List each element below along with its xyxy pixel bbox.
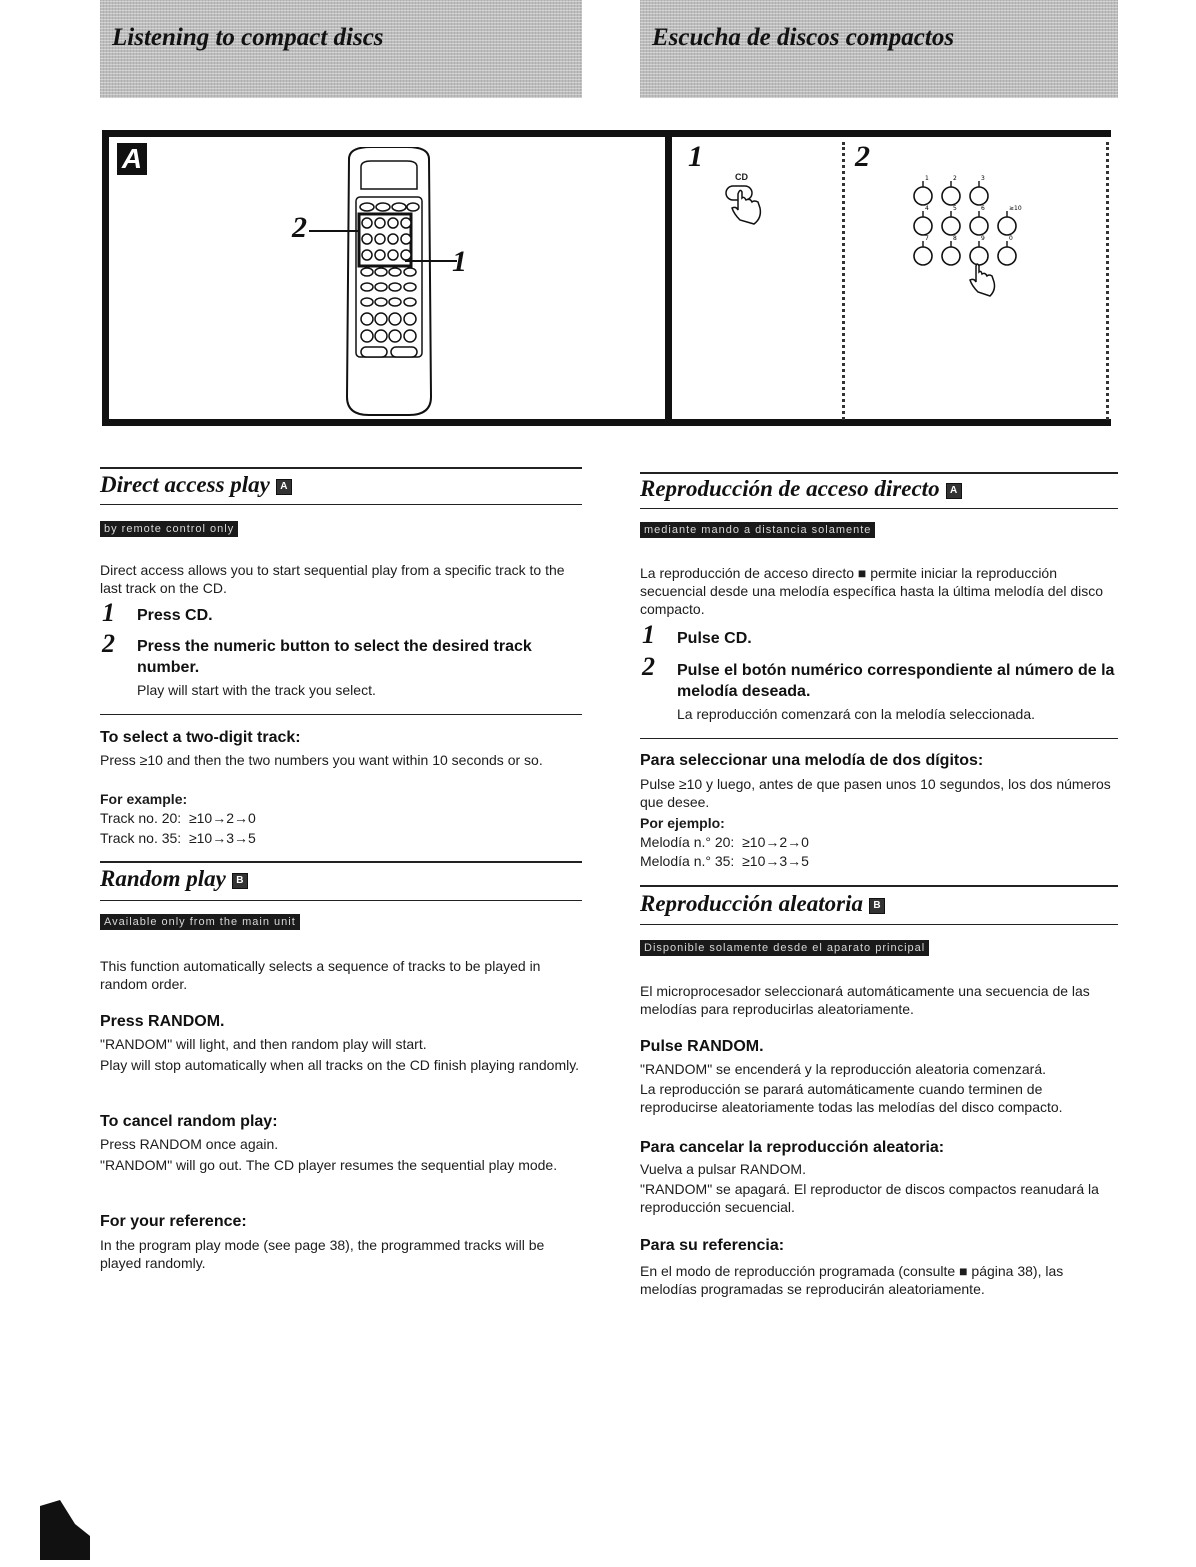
remote-only-badge: by remote control only xyxy=(100,521,238,537)
numeric-button xyxy=(914,187,932,205)
rule xyxy=(100,467,582,469)
cd-button-label: CD xyxy=(735,172,748,182)
section-title-text: Reproducción de acceso directo xyxy=(640,476,940,501)
press-random-heading: Press RANDOM. xyxy=(100,1013,225,1030)
reference-heading: Para su referencia: xyxy=(640,1237,785,1254)
step-number: 2 xyxy=(642,652,655,681)
numeric-button xyxy=(970,217,988,235)
numeric-button-label: 9 xyxy=(981,235,985,242)
step-2-text: Pulse el botón numérico correspondiente al número de la melodía deseada. xyxy=(677,662,1115,700)
cancel-random-text: Press RANDOM once again. xyxy=(100,1136,279,1152)
numeric-button-label: 3 xyxy=(981,175,985,182)
rule xyxy=(640,508,1118,509)
reference-text: En el modo de reproducción programada (consulte ■ página 38), las melodías programadas se reproducirán aleatoriamente. xyxy=(640,1263,1064,1297)
cancel-random-text: "RANDOM" will go out. The CD player resumes the sequential play mode. xyxy=(100,1157,558,1173)
two-digit-text: Press ≥10 and then the two numbers you want within 10 seconds or so. xyxy=(100,752,543,768)
section-title-acceso-directo xyxy=(640,476,962,502)
dotted-divider xyxy=(842,142,845,420)
figure-remote-panel xyxy=(102,130,672,426)
rule xyxy=(100,504,582,505)
acceso-directo-intro: La reproducción de acceso directo ■ permite iniciar la reproducción secuencial desde una melodía específica hasta la última melodía del disco compacto. xyxy=(640,565,1104,617)
two-digit-heading: To select a two-digit track: xyxy=(100,729,301,746)
page-title-spanish: Escucha de discos compactos xyxy=(652,24,955,51)
main-unit-only-badge: Disponible solamente desde el aparato principal xyxy=(640,940,929,956)
numeric-button-label: ≥10 xyxy=(1009,205,1022,212)
numeric-button xyxy=(942,247,960,265)
section-title-aleatoria xyxy=(640,891,885,917)
rule xyxy=(640,738,1118,739)
example-line: Track no. 20: ≥10→2→0 xyxy=(100,810,256,826)
step-2-text: Press the numeric button to select the desired track number. xyxy=(137,638,532,676)
numeric-button-label: 2 xyxy=(953,175,957,182)
numeric-button-label: 7 xyxy=(925,235,929,242)
rule xyxy=(640,472,1118,474)
numeric-button xyxy=(998,217,1016,235)
step-1-text: Press CD. xyxy=(137,607,213,624)
step-number: 1 xyxy=(642,620,655,649)
numeric-button-label: 6 xyxy=(981,205,985,212)
numeric-button-label: 1 xyxy=(925,175,929,182)
example-line: Melodía n.° 20: ≥10→2→0 xyxy=(640,834,809,850)
rule xyxy=(100,714,582,715)
figure-label: A xyxy=(117,143,147,175)
remote-control-illustration xyxy=(279,147,499,419)
numeric-button-label: 4 xyxy=(925,205,929,212)
example-heading: For example: xyxy=(100,791,188,807)
section-title-text: Random play xyxy=(100,866,226,891)
step-2-note: La reproducción comenzará con la melodía seleccionada. xyxy=(677,706,1035,722)
rule xyxy=(640,885,1118,887)
reference-heading: For your reference: xyxy=(100,1213,247,1230)
example-heading: Por ejemplo: xyxy=(640,815,725,831)
direct-access-intro: Direct access allows you to start sequential play from a specific track to the last track on the CD. xyxy=(100,562,565,596)
header-band-right xyxy=(640,0,1118,98)
numeric-button-label: 0 xyxy=(1009,235,1013,242)
callout-1: 1 xyxy=(452,245,467,278)
figure-a-icon: A xyxy=(946,483,962,499)
numeric-button-label: 8 xyxy=(953,235,957,242)
remote-only-badge: mediante mando a distancia solamente xyxy=(640,522,875,538)
step-2-note: Play will start with the track you select. xyxy=(137,682,376,698)
numeric-button xyxy=(914,217,932,235)
random-intro: This function automatically selects a sequence of tracks to be played in random order. xyxy=(100,958,541,992)
cancel-random-heading: Para cancelar la reproducción aleatoria: xyxy=(640,1139,945,1156)
example-line: Track no. 35: ≥10→3→5 xyxy=(100,830,256,846)
callout-2: 2 xyxy=(292,211,307,244)
numeric-button xyxy=(942,187,960,205)
section-title-random xyxy=(100,866,248,892)
example-line: Melodía n.° 35: ≥10→3→5 xyxy=(640,853,809,869)
section-title-text: Direct access play xyxy=(100,472,270,497)
dotted-right-edge xyxy=(1106,142,1109,420)
two-digit-text: Pulse ≥10 y luego, antes de que pasen unos 10 segundos, los dos números que desee. xyxy=(640,776,1111,810)
cancel-random-text: Vuelva a pulsar RANDOM. xyxy=(640,1161,806,1177)
numeric-button-label: 5 xyxy=(953,205,957,212)
figure-step2-number: 2 xyxy=(855,140,870,173)
figure-a-icon: A xyxy=(276,479,292,495)
step-number: 1 xyxy=(102,598,115,627)
figure-step1-number: 1 xyxy=(688,140,703,173)
numeric-button xyxy=(970,187,988,205)
numeric-button xyxy=(942,217,960,235)
page-title-english: Listening to compact discs xyxy=(112,24,384,51)
press-random-heading: Pulse RANDOM. xyxy=(640,1038,764,1055)
numeric-button xyxy=(914,247,932,265)
press-random-text: La reproducción se parará automáticamente cuando terminen de reproducirse aleatoriamente todas las melodías del disco compacto. xyxy=(640,1081,1063,1115)
cancel-random-heading: To cancel random play: xyxy=(100,1113,278,1130)
figure-b-icon: B xyxy=(869,898,885,914)
press-random-text: Play will stop automatically when all tracks on the CD finish playing randomly. xyxy=(100,1057,580,1073)
step-number: 2 xyxy=(102,629,115,658)
rule xyxy=(100,861,582,863)
rule xyxy=(100,900,582,901)
hand-pressing-cd-icon xyxy=(722,180,768,228)
press-random-text: "RANDOM" will light, and then random play will start. xyxy=(100,1036,427,1052)
figure-b-icon: B xyxy=(232,873,248,889)
hand-pressing-number-icon xyxy=(964,262,1002,302)
reference-text: In the program play mode (see page 38), the programmed tracks will be played randomly. xyxy=(100,1237,545,1271)
two-digit-heading: Para seleccionar una melodía de dos dígitos: xyxy=(640,752,984,769)
section-title-text: Reproducción aleatoria xyxy=(640,891,863,916)
press-random-text: "RANDOM" se encenderá y la reproducción aleatoria comenzará. xyxy=(640,1061,1047,1077)
cancel-random-text: "RANDOM" se apagará. El reproductor de discos compactos reanudará la reproducción secuencial. xyxy=(640,1181,1099,1215)
aleatoria-intro: El microprocesador seleccionará automáticamente una secuencia de las melodías para reproducirlas aleatoriamente. xyxy=(640,983,1090,1017)
header-band-left xyxy=(100,0,582,98)
main-unit-only-badge: Available only from the main unit xyxy=(100,914,300,930)
section-title-direct-access xyxy=(100,472,292,498)
step-1-text: Pulse CD. xyxy=(677,630,752,647)
page-corner-mark xyxy=(40,1500,90,1560)
rule xyxy=(640,924,1118,925)
